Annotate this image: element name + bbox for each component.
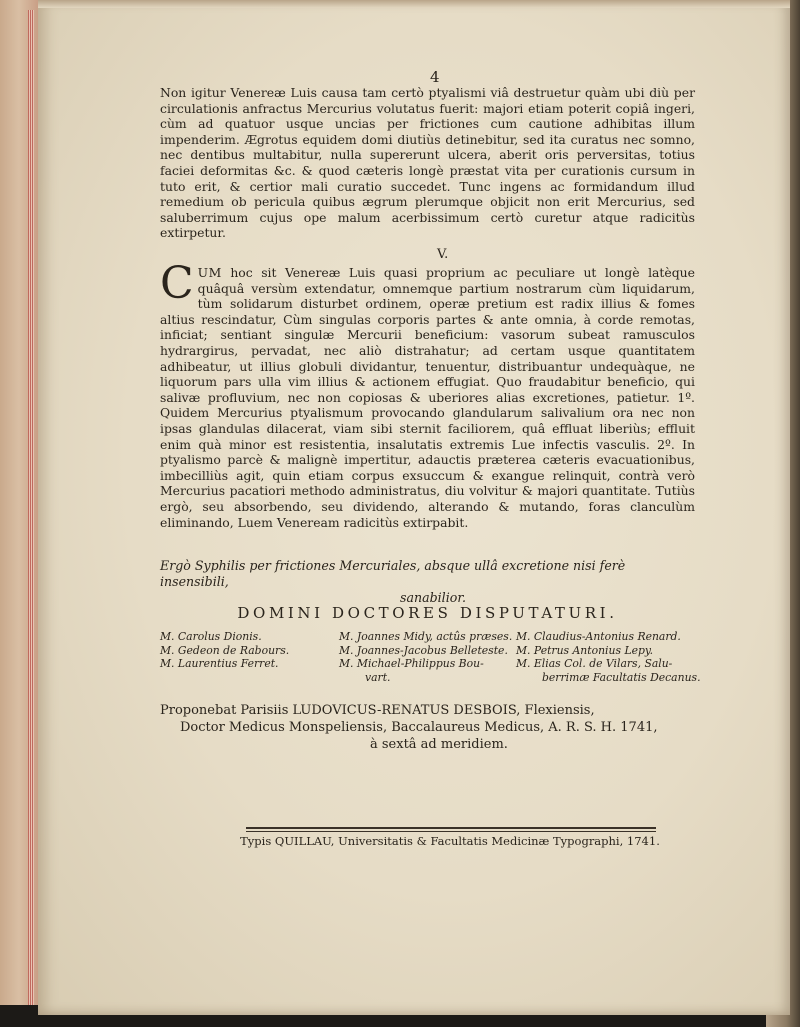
- doctors-column-2: [339, 630, 513, 684]
- doctor-name: M. Petrus Antonius Lepy.: [516, 643, 654, 657]
- proponebat-line-2: Doctor Medicus Monspeliensis, Baccalaureus Medicus, A. R. S. H. 1741,: [180, 720, 658, 735]
- doctor-name: M. Joannes-Jacobus Belleteste.: [339, 643, 508, 657]
- proponebat-block: [160, 702, 695, 753]
- doctor-name-continuation: vart.: [365, 670, 391, 684]
- conclusion-line-2: sanabilior.: [400, 590, 466, 605]
- book-cover-left-edge: [0, 0, 38, 1005]
- conclusion-line-1: Ergò Syphilis per frictiones Mercuriales, absque ullâ excretione nisi ferè insensibili,: [160, 558, 626, 589]
- doctor-name: M. Joannes Midy, actûs præses.: [339, 630, 513, 643]
- page-number: 4: [430, 68, 440, 86]
- paragraph-1: Non igitur Venereæ Luis causa tam certò ptyalismi viâ destruetur quàm ubi diù per circulationis anfractus Mercurius volutatus fuerit: majori etiam poterit copiâ ingeri, cùm ad quatuor usque uncias per frictiones cum cautione adhibitas illum impenderim. Ægrotus equidem domi diutiùs detinebitur, sed ita curatus nec somno, nec dentibus multabitur, nulla supererunt ulcera, aberit oris perversitas, totius faciei deformitas &c. & quod cæteris longè præstat vita per curationis cursum in tuto erit, & certior mali curatio succedet. Tunc ingens ac formidandum illud remedium ob pericula quibus ægrum plerumque objicit non erit Mercurius, sed saluberrimum cujus ope malum acerbissimum certò curetur atque radicitùs extirpetur.: [160, 85, 695, 241]
- doctors-column-3: [516, 630, 701, 684]
- proponebat-line-1: Proponebat Parisiis LUDOVICUS-RENATUS DESBOIS, Flexiensis,: [160, 703, 595, 718]
- doctor-name: M. Gedeon de Rabours.: [160, 643, 290, 657]
- printer-imprint: Typis QUILLAU, Universitatis & Facultatis Medicinæ Typographi, 1741.: [240, 834, 660, 848]
- doctor-name-continuation: berrimæ Facultatis Decanus.: [542, 670, 701, 684]
- imprint-rule: [246, 827, 656, 829]
- doctor-name: M. Claudius-Antonius Renard.: [516, 630, 681, 643]
- paragraph-2-lead-word: UM: [197, 265, 222, 280]
- imprint-rule-thin: [246, 831, 656, 832]
- drop-cap: C: [160, 258, 194, 309]
- doctors-heading: DOMINI DOCTORES DISPUTATURI.: [237, 604, 618, 622]
- doctors-list: [160, 630, 701, 684]
- paragraph-2-text: hoc sit Venereæ Luis quasi proprium ac peculiare ut longè latèque quâquâ versùm extendatur, omnemque partium nostrarum cùm liquidarum, tùm solidarum disturbet ordinem, operæ pretium est radix illius & fomes altius rescindatur, Cùm singulas corporis partes & ante omnia, à corde remotas, inficiat; sentiant singulæ Mercurii beneficium: vasorum subeat ramusculos hydrargirus, pervadat, nec aliò distrahatur; ad certam usque quantitatem adhibeatur, ut illius globuli dividantur, tenuentur, distribuantur undequàque, ne liquorum pars ulla vim illius & actionem effugiat. Quo fraudabitur beneficio, qui salivæ profluvium, nec non copiosas & uberiores alias excretiones, patietur. 1º. Quidem Mercurius ptyalismum provocando glandularum salivalium ora nec non ipsas glandulas dilacerat, viam sibi sternit faciliorem, quâ effluat liberiùs; effluit enim quà minor est resistentia, insalutatis extremis Lue infectis vasculis. 2º. In ptyalismo parcè & malignè impertitur, adauctis præterea cæteris evacuationibus, imbecilliùs agit, quin etiam corpus exsuccum & exangue relinquit, contrà verò Mercurius pacatiori methodo administratus, diu volvitur & majori quantitate. Tutiùs ergò, seu absorbendo, seu dividendo, alterando & mutando, foras clanculùm eliminando, Luem Veneream radicitùs extirpabit.: [160, 265, 695, 530]
- proponebat-line-3: à sextâ ad meridiem.: [370, 737, 508, 752]
- thesis-conclusion: [160, 558, 695, 606]
- page-top-edge: [38, 0, 790, 8]
- doctor-name: M. Laurentius Ferret.: [160, 657, 279, 670]
- paragraph-2: [160, 258, 695, 530]
- doctors-column-1: [160, 630, 330, 684]
- section-number: V.: [437, 247, 449, 262]
- doctor-name: M. Elias Col. de Vilars, Salu-: [516, 657, 673, 670]
- doctor-name: M. Carolus Dionis.: [160, 630, 262, 643]
- doctor-name: M. Michael-Philippus Bou-: [339, 657, 484, 670]
